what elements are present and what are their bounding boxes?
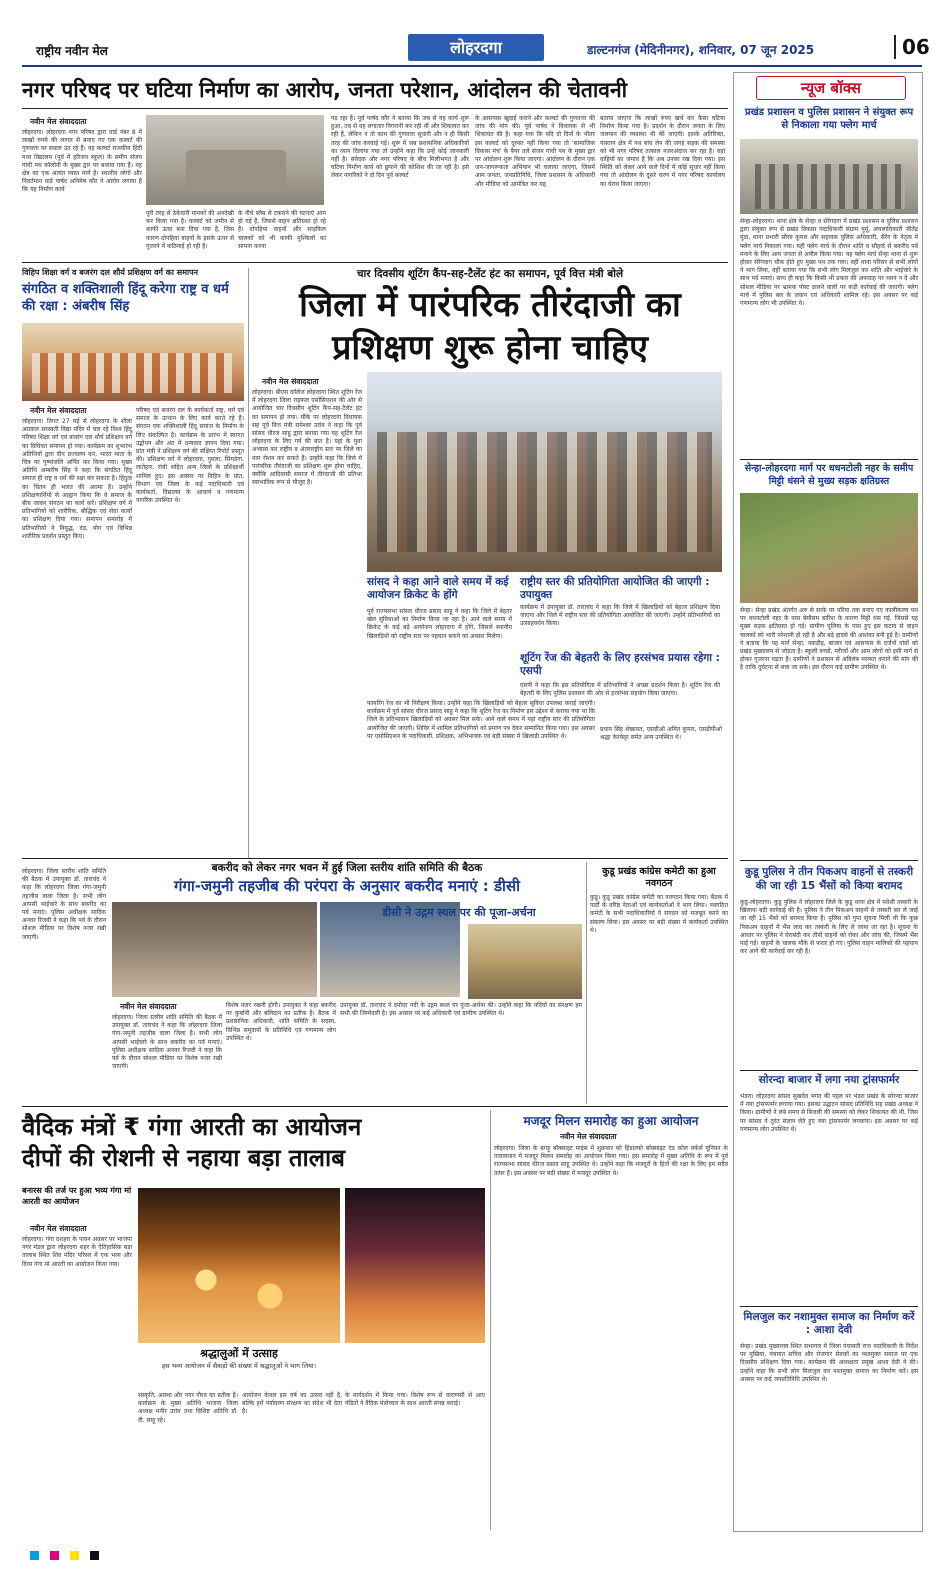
newsbox-story2-text: सेन्हा। सेन्हा प्रखंड अंतर्गत अरु से साके पर परिया तक बनाए गए कालीकरण पथ पर धधनटोली नहर के पास बेमौसम बारिश के कारण मिट्टी धंस गई, जिससे यह मुख्य सड़क क्षतिग्रस्त हो गई। ग्रामीण पुलिया के पास हुए इस कटाव से वाहन चालकों को भारी परेशानी हो रही है और बड़े हादसे की आशंका बनी हुई है। ग्रामीणों ने बताया कि यह मार्ग सेन्हा, नवाडीह, बाजार एवं आसपास के दर्जनों गांवों को प्रखंड मुख्यालय से जोड़ता है। स्कूली बच्चों, मरीजों और आम लोगों को इसी मार्ग से होकर गुजरना पड़ता है। ग्रामीणों ने प्रशासन से अविलंब मरम्मत कराने की मांग की है ताकि दुर्घटना से बचा जा सके। इस दौरान कई ग्रामीण उपस्थित थे। (740, 607, 920, 672)
aarti-byline: नवीन मेल संवाददाता (30, 1224, 87, 1233)
archery-kicker: चार दिवसीय शूटिंग कैंप-सह-टैलेंट हंट का समापन, पूर्व वित्त मंत्री बोले (356, 268, 624, 280)
lead-col2b: के नीचे स्लैब से टकराने की घटनाएं आम हो गई हैं, जिससे वाहन क्षतिग्रस्त हो रहे हैं। दोपहिया वाहनों और साइकिल चालकों को भी काफी मुश्किलों का सामना करना (238, 210, 328, 250)
vhp-stage-figures (32, 353, 232, 393)
labour-byline: नवीन मेल संवाददाता (560, 1132, 617, 1141)
newsbox-story3-headline: कुडू पुलिस ने तीन पिकअप वाहनों से तस्करी की जा रही 15 भैंसों को किया बरामद (744, 866, 914, 892)
newsbox-story2-photo (740, 493, 918, 603)
lead-byline: नवीन मेल संवाददाता (30, 117, 87, 126)
newsbox-story1-headline: प्रखंड प्रशासन व पुलिस प्रशासन ने संयुक्त रूप से निकाला गया फ्लेग मार्च (744, 107, 914, 131)
divider (740, 1070, 918, 1071)
newsbox-story1-photo (740, 139, 918, 214)
footer-registration-bar (30, 1545, 920, 1557)
aarti-col1: लोहरदगा। गंगा दशहरा के पावन अवसर पर भाजपा नगर मंडल द्वारा लोहरदगा शहर के ऐतिहासिक बड़ा तालाब स्थित शिव मंदिर परिसर में एक भव्य और दिव्य गंगा मां आरती का आयोजन किया गया। (22, 1236, 134, 1268)
archery-box1-head: सांसद ने कहा आने वाले समय में कई आयोजन क्रिकेट के होंगे (367, 576, 509, 601)
newsbox-story1-text: सेन्हा-लोहरदगा। थाना क्षेत्र के सेन्हा व सेरेंगदाग में प्रखंड प्रशासन व पुलिस प्रशासन द्वारा संयुक्त रूप से प्रखंड विकास पदाधिकारी संग्राम मुर्मू, अंचलाधिकारी जीतेंद्र मुंडा, थाना प्रभारी सौरव कुमार और सहायक पुलिस अधिकारी, सैरेंग के नेतृत्व में फ्लेग मार्च निकाला गया। यही फ्लेग मार्च के दौरान शांति व सौहार्द से बकरीद पर्व मनाने के लिए आम जनता से अपील किया गया। यह फ्लेग मार्च सेन्हा थाना से शुरू होकर सेरेंगदाग चौक होते हुए मुख्य पथ तक गया। वहीं थाना परिसर से सभी लोगों ने भाग लिया, वहीं बताया गया कि सभी लोग मिलजुल कर शांति और भाईचारे के साथ पर्व मनाएं। साथ ही कहा कि किसी भी प्रकार की अफवाह पर ध्यान न दें और सोशल मीडिया पर भ्रामक पोस्ट डालने वालों पर कड़ी कार्रवाई की जाएगी। फ्लेग मार्च में पुलिस बल के जवान एवं अधिकारी शामिल रहे। इस अवसर पर कई गणमान्य लोग भी उपस्थित थे। (740, 218, 920, 308)
lead-col1: लोहरदगा। लोहरदगा नगर परिषद द्वारा वार्ड नंबर 8 में लाखों रुपये की लागत से बनाए गए एक कल्वर्ट की गुणवत्ता पर सवाल उठ रहे हैं। यह कल्वर्ट राजकीय हिंदी मध्य विद्यालय (पूर्व में हरिजन स्कूल) के समीप संजय गांधी पथ कॉलोनी के मुख्य द्वार पर बनाया गया है। यह क्षेत्र का एक अत्यंत व्यस्त मार्ग है। स्थानीय लोगों और निवर्तमान वार्ड पार्षद अनिमेष कौर ने आरोप लगाया है कि यह निर्माण कार्य (22, 129, 144, 194)
archery-box1-text: पूर्व राज्यसभा सांसद धीरज प्रसाद साहू ने कहा कि जिले में बेहतर खेल सुविधाओं का निर्माण किया जा रहा है। आने वाले समय में क्रिकेट के कई बड़े आयोजन लोहरदगा में होंगे, जिससे स्थानीय खिलाड़ियों को राष्ट्रीय स्तर पर पहचान बनाने का अवसर मिलेगा। (367, 608, 514, 640)
archery-box3-head: शूटिंग रेंज की बेहतरी के लिए हरसंभव प्रयास रहेगा : एसपी (520, 652, 720, 677)
dc-worship-photo (468, 924, 582, 999)
divider (22, 858, 728, 859)
reg-swatch-black (90, 1551, 99, 1560)
bakrid-col2: विशेष नजर रखनी होगी। उपायुक्त ने कहा बकरीद पर कुर्बानी और बलिदान का प्रतीक है। बैठक में प्रशासनिक अधिकारी, शांति समिति के सदस्य, विभिन्न समुदायों के प्रतिनिधि एवं गणमान्य लोग उपस्थित थे। (226, 1002, 338, 1042)
archery-headline: जिला में पारंपरिक तीरंदाजी का प्रशिक्षण शुरू होना चाहिए (299, 285, 681, 368)
lead-headline: नगर परिषद पर घटिया निर्माण का आरोप, जनता परेशान, आंदोलन की चेतावनी (22, 78, 628, 102)
aarti-photo-2 (345, 1188, 485, 1343)
bakrid-byline: नवीन मेल संवाददाता (120, 1002, 177, 1011)
newsbox-title (756, 76, 906, 100)
labour-headline: मजदूर मिलन समारोह का हुआ आयोजन (523, 1114, 699, 1128)
newsbox-story3-text: कुडू-लोहरदगा। कुडू पुलिस ने लोहरदगा जिले के कुडू थाना क्षेत्र में मवेशी तस्करी के खिलाफ बड़ी कार्रवाई की है। पुलिस ने तीन पिकअप वाहनों से तस्करी कर ले जाई जा रही 15 भैंसों को बरामद किया है। पुलिस को गुप्त सूचना मिली थी कि कुछ पिकअप वाहनों में भैंस लाद कर तस्करी के लिए ले जाया जा रहा है। सूचना के आधार पर पुलिस ने घेराबंदी कर तीनों वाहनों को रोका और जांच की, जिसमें भैंस पाई गईं। वाहनों के चालक मौके से फरार हो गए। पुलिस वाहन मालिकों की पहचान कर आगे की कार्रवाई कर रही है। (740, 899, 920, 956)
lead-col4: के आसपास खुदाई कराने और कल्वर्ट की गुणवत्ता की जांच की मांग की। पूर्व पार्षद ने विधायक से भी शिकायत की है। कहा गया कि यदि दो दिनों के भीतर इस कल्वर्ट को दुरुस्त नहीं किया गया तो 'सामाजिक विकास मंच' के बैनर तले संजय गांधी पथ के मुख्य द्वार पर आंदोलन शुरू किया जाएगा। आंदोलन के दौरान एक जन-जागरूकता अभियान भी चलाया जाएगा, जिसमें आम जनता, जनप्रतिनिधि, जिला प्रशासन के अधिकारी और मीडिया को आमंत्रित कर यह (475, 115, 597, 188)
section-banner (408, 34, 544, 61)
page-number: 06 (894, 35, 930, 59)
newsbox-story2-headline: सेन्हा-लोहरदगा मार्ग पर धधनटोली नहर के समीप मिट्टी धंसने से मुख्य सड़क क्षतिग्रस्त (744, 463, 914, 487)
section-title: लोहरदगा (450, 38, 502, 57)
march-figures (755, 164, 905, 209)
kudu-cong-headline: कुडू प्रखंड कांग्रेस कमेटी का हुआ नवगठन (602, 866, 716, 889)
archery-box2-head: राष्ट्रीय स्तर की प्रतियोगिता आयोजित की जाएगी : उपायुक्त (520, 576, 710, 601)
dc-worship-text: उपायुक्त डॉ. ताराचंद ने दमोदर नदी के उद्गम स्थल पर पूजा-अर्चना की। उन्होंने कहा कि नदियों का संरक्षण हम सभी की जिम्मेदारी है। इस अवसर पर कई अधिकारी एवं ग्रामीण उपस्थित थे। (340, 1002, 584, 1018)
lead-col5: बताया जाएगा कि लाखों रुपए खर्च कर कैसा घटिया निर्माण किया गया है। प्रदर्शन के दौरान जनता के लिए जलपान की व्यवस्था भी की जाएगी। इसके अतिरिक्त, पास्तान क्षेत्र में पथ बांध लेन की जगह सड़क की समस्या को भी नगर परिषद तत्काल नजरअंदाज कर रहा है। वहां वाहियों का जमाव है कि अब उनका रख दिया गया। इस स्थिति को लेकर आने वाले दिनों में कोई सुधार नहीं किया गया तो आंदोलन के दूसरे चरण में नगर परिषद कार्यालय का घेराव किया जाएगा। (600, 115, 727, 188)
reg-swatch-yellow (70, 1551, 79, 1560)
lead-col2a: पूरी तरह से ठेकेदारी मानकों की अनदेखी कर किया गया है। कल्वर्ट को जमीन से काफी ऊंचा बना दिया गया है, जिस कारण दोपहिया वाहनों के इसके ऊपर से गुजरने में कठिनाई हो रही है। (146, 210, 236, 250)
divider (248, 268, 249, 858)
labour-text: लोहरदगा। जिला के बगड़ू बॉक्साइट माइंस में शुक्रवार को हिंडाल्को बॉक्साइट एंड कोल वर्कर्स यूनियन के तत्वावधान में मजदूर मिलन समारोह का आयोजन किया गया। इस समारोह में मुख्य अतिथि के रूप में पूर्व राज्यसभा सांसद धीरज प्रसाद साहू उपस्थित थे। उन्होंने कहा कि मजदूरों के हितों की रक्षा के लिए हम सदैव तत्पर हैं। इस अवसर पर बड़ी संख्या में मजदूर उपस्थित थे। (494, 1145, 730, 1177)
aarti-photo-sub: इस भव्य आयोजन में सैकड़ों की संख्या में श्रद्धालुओं ने भाग लिया। (161, 1362, 317, 1370)
aarti-lamps (158, 1248, 318, 1328)
aarti-photo-caption: श्रद्धालुओं में उत्साह (200, 1347, 278, 1360)
newsbox-story5-text: सेन्हा। प्रखंड मुख्यालय स्थित सभागार में जिला पंचायती राज पदाधिकारी के निर्देश पर मुखिया, पंचायत सचिव और रोजगार सेवकों का नशामुक्त समाज पर एक दिवसीय प्रशिक्षण दिया गया। कार्यक्रम की अध्यक्षता प्रमुख आशा देवी ने की। उन्होंने कहा कि सभी लोग मिलजुल कर नशामुक्त समाज का निर्माण करें। इस अवसर पर कई जनप्रतिनिधि उपस्थित थे। (740, 1343, 920, 1383)
vhp-kicker: विहिप शिक्षा वर्ग व बजरंग दल शौर्य प्रशिक्षण वर्ग का समापन (22, 268, 199, 277)
divider (740, 459, 918, 460)
kudu-cong-text: कुडू। कुडू प्रखंड कांग्रेस कमेटी का नवगठन किया गया। बैठक में पार्टी के वरिष्ठ नेताओं एवं कार्यकर्ताओं ने भाग लिया। नवगठित कमेटी के सभी पदाधिकारियों ने संगठन को मजबूत करने का संकल्प लिया। इस अवसर पर बड़ी संख्या में कार्यकर्ता उपस्थित थे। (590, 894, 730, 934)
bakrid-kicker: बकरीद को लेकर नगर भवन में हुई जिला स्तरीय शांति समिति की बैठक (211, 862, 483, 874)
divider (22, 108, 728, 109)
masthead (22, 31, 930, 67)
reg-swatch-magenta (50, 1551, 59, 1560)
bakrid-photo (112, 902, 317, 997)
archery-box2-text: कार्यक्रम में उपायुक्त डॉ. ताराचंद ने कहा कि जिले में खिलाड़ियों को बेहतर प्रशिक्षण दिया जाएगा और जिले में राष्ट्रीय स्तर की प्रतियोगिता आयोजित की जाएगी। उन्होंने प्रतिभागियों का उत्साहवर्धन किया। (520, 604, 722, 628)
archery-box3-text: एसपी ने कहा कि इस प्रतियोगिता में प्रतिभागियों ने अच्छा प्रदर्शन किया है। शूटिंग रेंज की बेहतरी के लिए पुलिस प्रशासन की ओर से हरसंभव सहयोग किया जाएगा। (520, 682, 722, 698)
archery-byline: नवीन मेल संवाददाता (262, 377, 319, 386)
divider (740, 1306, 918, 1307)
archery-photo (367, 372, 722, 572)
vhp-byline: नवीन मेल संवाददाता (30, 406, 87, 415)
lead-col3: पड़ रहा है। पूर्व पार्षद कौर ने बताया कि जब से यह कार्य शुरू हुआ, तब से वह लगातार निगरानी कर रही थीं और शिकायत कर रही हैं, लेकिन न तो काम की गुणवत्ता सुधारी और न ही किसी तरह की जांच करवाई गई। शुरू में जब प्रशासनिक अधिकारियों का ध्यान दिलाया गया तो उन्होंने कहा कि उन्हें कोई जानकारी नहीं है। संवेदक और नगर परिषद के बीच मिलीभगत है और घटिया निर्माण कार्य को छुपाने की कोशिश की जा रही है। इसे लेकर नागरिकों ने दो दिन पूर्व कल्वर्ट (331, 115, 471, 180)
divider (490, 1110, 491, 1530)
divider (22, 1106, 728, 1107)
bakrid-col1: लोहरदगा। जिला स्तरीय शांति समिति की बैठक में उपायुक्त डॉ. ताराचंद ने कहा कि लोहरदगा जिला गंगा-जमुनी तहजीब वाला जिला है। सभी लोग आपसी भाईचारे के साथ बकरीद का पर्व मनाएं। पुलिस अधीक्षक सादिक अनवर रिजवी ने कहा कि पर्व के दौरान सोशल मीडिया पर विशेष नजर रखी जाएगी। (112, 1014, 224, 1071)
aarti-col4: के मार्गदर्शन में किया गया। विशेष रूप से वाराणसी से आए पंडितों ने वैदिक मंत्रोच्चार के साथ आरती संपन्न कराई। (345, 1392, 487, 1408)
aarti-headline-line1: वैदिक मंत्रों ₹ गंगा आरती का आयोजन (22, 1113, 362, 1141)
dc-worship-headline: डीसी ने उद्गम स्थल पर की पूजा-अर्चना (382, 906, 536, 919)
vhp-col2: परिषद एवं बजरंग दल के कार्यकर्ता राष्ट्र, धर्म एवं समाज के उत्थान के लिए कार्य करते रहे हैं। संगठन एक शक्तिशाली हिंदू समाज के निर्माण के लिए संकल्पित है। कार्यक्रम के प्रारंभ में स्वागत उद्बोधन और अंत में धन्यवाद ज्ञापन दिया गया। प्रांत मंत्री ने प्रशिक्षण वर्ग की संक्षिप्त रिपोर्ट प्रस्तुत की। प्रशिक्षण वर्ग में लोहरदगा, गुमला, सिमडेगा, लातेहार, रांची सहित अन्य जिलों के प्रशिक्षार्थी शामिल हुए। इस अवसर पर विहिप के प्रांत, विभाग एवं जिला के कई पदाधिकारी एवं कार्यकर्ता, विद्यालय के आचार्य व गणमान्य नागरिक उपस्थित थे। (136, 407, 246, 505)
bakrid-left-col: लोहरदगा। जिला स्तरीय शांति समिति की बैठक में उपायुक्त डॉ. ताराचंद ने कहा कि लोहरदगा जिला गंगा-जमुनी तहजीब वाला जिला है। सभी लोग आपसी भाईचारे के साथ बकरीद का पर्व मनाएं। पुलिस अधीक्षक सादिक अनवर रिजवी ने कहा कि पर्व के दौरान सोशल मीडिया पर विशेष नजर रखी जाएगी। (22, 868, 108, 941)
bakrid-headline: गंगा-जमुनी तहजीब की परंपरा के अनुसार बकरीद मनाएं : डीसी (174, 877, 520, 895)
vhp-headline: संगठित व शक्तिशाली हिंदू करेगा राष्ट्र व धर्म की रक्षा : अंबरीष सिंह (22, 282, 229, 314)
newsbox-title-text: न्यूज बॉक्स (800, 79, 862, 97)
aarti-photo (138, 1188, 340, 1343)
aarti-col3: आयोजन केवल इस वर्ष का उत्सव नहीं है, बल्कि हमें पर्यावरण संरक्षण का संदेश भी देता है। (242, 1392, 344, 1416)
divider (22, 262, 728, 263)
divider (740, 860, 918, 861)
culvert-shape (186, 150, 286, 190)
aarti-bullet: बनारस की तर्ज पर हुआ भव्य गंगा मां आरती का आयोजन (22, 1186, 132, 1206)
archery-col1: लोहरदगा। बीएस कॉलेज लोहरदगा स्थित शूटिंग रेंज में लोहरदगा जिला राइफल एसोसिएशन की ओर से आयोजित चार दिवसीय शूटिंग कैंप-सह-टैलेंट हंट का समापन हो गया। मौके पर लोहरदगा विधायक सह पूर्व वित्त मंत्री रामेश्वर उरांव ने कहा कि पूर्व सांसद धीरज साहू द्वारा बनाया गया यह शूटिंग रेंज लोहरदगा के लिए गर्व की बात है। यहां के युवा अभ्यास कर राष्ट्रीय व अंतरराष्ट्रीय स्तर पर जिले का नाम रोशन कर सकते हैं। उन्होंने कहा कि जिले में पारंपरिक तीरंदाजी का प्रशिक्षण शुरू होना चाहिए, क्योंकि आदिवासी समाज में तीरंदाजी की प्रतिभा स्वाभाविक रूप से मौजूद है। (252, 389, 364, 487)
newsbox-story5-headline: मिलजुल कर नशामुक्त समाज का निर्माण करें : आशा देवी (743, 1311, 915, 1336)
archery-crowd (377, 432, 712, 552)
archery-col2-body: फायरिंग रेंज का भी निरीक्षण किया। उन्होंने कहा कि खिलाड़ियों को बेहतर सुविधा उपलब्ध कराई जाएगी। कार्यक्रम में पूर्व सांसद धीरज प्रसाद साहू ने कहा कि शूटिंग रेंज का निर्माण इस उद्देश्य से कराया गया था कि जिले के प्रतिभावान खिलाड़ियों को अवसर मिल सके। आने वाले समय में यहां राष्ट्रीय स्तर की प्रतियोगिता आयोजित की जाएगी। शिविर में शामिल प्रतिभागियों को प्रमाण पत्र देकर सम्मानित किया गया। इस अवसर पर एसोसिएशन के पदाधिकारी, प्रशिक्षक, अभिभावक एवं बड़ी संख्या में खिलाड़ी उपस्थित थे। (367, 700, 597, 740)
vhp-photo (22, 323, 244, 401)
reg-swatch-cyan (30, 1551, 39, 1560)
newsbox (733, 72, 923, 1532)
divider (586, 862, 587, 1104)
aarti-col2: संस्कृति, आस्था और नगर गौरव का प्रतीक है। कार्यक्रम के मुख्य अतिथि भाजपा जिला अध्यक्ष मनीर उरांव तथा विशिष्ट अतिथि डॉ. दी. साहू रहे। (138, 1392, 240, 1424)
aarti-headline-line2: दीपों की रोशनी से नहाया बड़ा तालाब (22, 1144, 345, 1172)
dateline: डाल्टनगंज (मेदिनीनगर), शनिवार, 07 जून 2025 (587, 43, 815, 57)
archery-col5: प्रधान सिंह शेखावत, एसडीओ अमित कुमार, एसडीपीओ श्रद्धा केरकेट्टा समेत अन्य उपस्थित थे। (600, 726, 724, 742)
paper-name: राष्ट्रीय नवीन मेल (36, 44, 108, 58)
newsbox-story4-text: भंडरा। लोहरदगा सांसद सुखदेव भगत की पहल पर भंडरा प्रखंड के सोरन्दा बाजार में नया ट्रांसफार्मर लगाया गया। इसका उद्घाटन सांसद प्रतिनिधि सह प्रखंड अध्यक्ष ने किया। ग्रामीणों ने लंबे समय से बिजली की समस्या को लेकर शिकायत की थी, जिस पर सांसद ने तुरंत संज्ञान लेते हुए नया ट्रांसफार्मर लगवाया। इस अवसर पर कई गणमान्य लोग उपस्थित थे। (740, 1093, 920, 1133)
vhp-col1: लोहरदगा। विगत 27 मई से लोहरदगा के शीला अग्रवाल सरस्वती विद्या मंदिर में चल रहे विश्व हिंदू परिषद शिक्षा वर्ग एवं बजरंग दल शौर्य प्रशिक्षण वर्ग का विधिवत समापन हो गया। कार्यक्रम का शुभारंभ अतिथियों द्वारा दीप प्रज्वलन कर, भारत माता के चित्र पर पुष्पांजलि अर्पित कर किया गया। मुख्य अतिथि अम्बरीष सिंह ने कहा कि संगठित हिंदू समाज ही राष्ट्र व धर्म की रक्षा कर सकता है। हिंदुत्व का चिंतन ही भारत की आत्मा है। उन्होंने प्रशिक्षणार्थियों से आह्वान किया कि वे समाज के बीच जाकर संगठन का कार्य करें। प्रशिक्षण वर्ग में प्रतिभागियों को शारीरिक, बौद्धिक एवं सेवा कार्यों का प्रशिक्षण दिया गया। समापन समारोह में प्रतिभागियों ने नियुद्ध, दंड, योग एवं विभिन्न शारीरिक प्रदर्शन प्रस्तुत किए। (22, 418, 134, 540)
lead-photo (146, 115, 324, 205)
newsbox-story4-headline: सोरन्दा बाजार में लगा नया ट्रांसफार्मर (758, 1074, 900, 1086)
